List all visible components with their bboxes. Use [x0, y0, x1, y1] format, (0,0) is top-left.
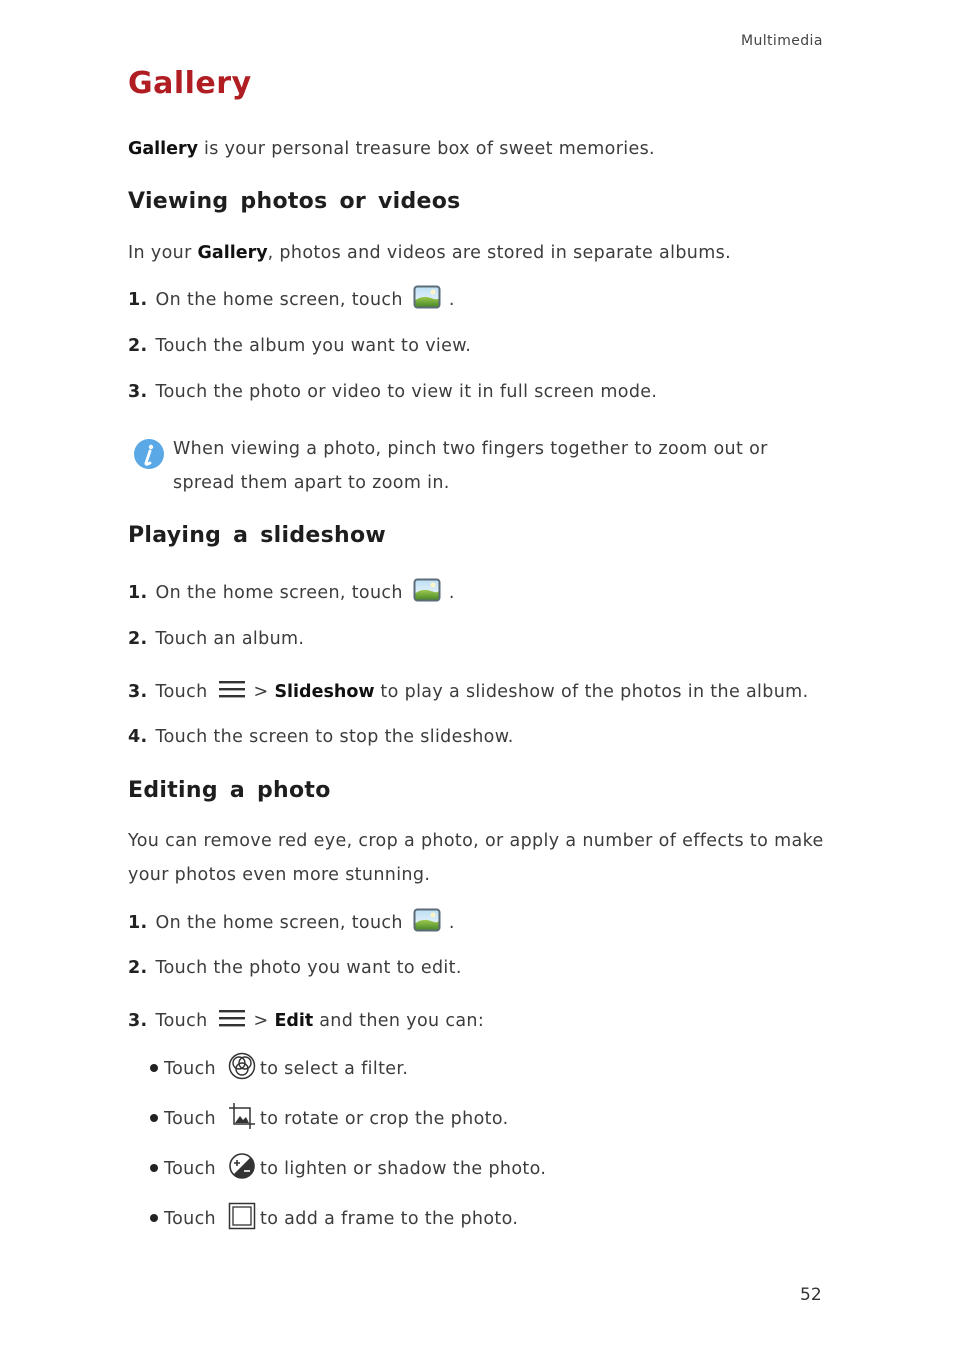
edit-bullet-frame — [150, 1208, 518, 1230]
info-icon — [133, 438, 165, 470]
step-separator: > — [253, 1011, 269, 1031]
step-after: . — [448, 913, 455, 933]
step-text: Touch — [155, 1011, 208, 1031]
editing-step-2 — [128, 958, 462, 978]
editing-step-3 — [128, 1011, 484, 1031]
edit-bullet-exposure — [150, 1158, 546, 1180]
step-text: Touch the photo you want to edit. — [155, 958, 462, 978]
frame-icon — [228, 1202, 256, 1230]
intro-bold: Gallery — [128, 139, 199, 159]
step-text: Touch the album you want to view. — [155, 336, 472, 356]
editing-step-1 — [128, 913, 455, 933]
step-number: 4. — [128, 727, 148, 747]
step-number: 1. — [128, 583, 148, 603]
gallery-app-icon — [413, 578, 441, 602]
step-after: . — [448, 583, 455, 603]
bullet-pre: Touch — [164, 1059, 216, 1079]
note-line-1: When viewing a photo, pinch two fingers together to zoom out or — [173, 439, 768, 459]
edit-bullet-filter — [150, 1058, 408, 1080]
filter-icon — [228, 1052, 256, 1080]
slideshow-step-3 — [128, 682, 808, 702]
menu-icon — [218, 679, 246, 699]
slideshow-step-1 — [128, 583, 455, 603]
crop-icon — [228, 1102, 256, 1130]
viewing-step-3 — [128, 382, 657, 402]
bullet-pre: Touch — [164, 1159, 216, 1179]
bullet-pre: Touch — [164, 1109, 216, 1129]
bullet-text: to lighten or shadow the photo. — [259, 1159, 547, 1179]
heading-viewing: Viewing photos or videos — [128, 189, 461, 214]
gallery-app-icon — [413, 908, 441, 932]
step-bold: Slideshow — [274, 682, 375, 702]
bullet-pre: Touch — [164, 1209, 216, 1229]
bullet-text: to rotate or crop the photo. — [259, 1109, 509, 1129]
intro-text: is your personal treasure box of sweet memories. — [198, 139, 655, 159]
page-number: 52 — [800, 1285, 822, 1305]
step-post: to play a slideshow of the photos in the album. — [374, 682, 809, 702]
step-text: On the home screen, touch — [155, 583, 403, 603]
viewing-intro-post: , photos and videos are stored in separate albums. — [267, 243, 732, 263]
bullet-dot — [150, 1214, 158, 1222]
step-text: Touch — [155, 682, 208, 702]
step-bold: Edit — [274, 1011, 314, 1031]
step-number: 3. — [128, 1011, 148, 1031]
heading-editing: Editing a photo — [128, 778, 331, 803]
note-line-2: spread them apart to zoom in. — [173, 473, 450, 493]
bullet-text: to add a frame to the photo. — [259, 1209, 519, 1229]
gallery-app-icon — [413, 285, 441, 309]
viewing-intro-pre: In your — [128, 243, 198, 263]
section-header: Multimedia — [741, 33, 823, 49]
step-separator: > — [253, 682, 269, 702]
step-number: 2. — [128, 336, 148, 356]
exposure-icon — [228, 1152, 256, 1180]
slideshow-step-2 — [128, 629, 304, 649]
step-text: On the home screen, touch — [155, 290, 403, 310]
step-post: and then you can: — [313, 1011, 485, 1031]
step-after: . — [448, 290, 455, 310]
editing-intro-line-1: You can remove red eye, crop a photo, or apply a number of effects to make — [128, 831, 824, 851]
step-number: 2. — [128, 629, 148, 649]
step-number: 1. — [128, 913, 148, 933]
step-text: On the home screen, touch — [155, 913, 403, 933]
viewing-step-1 — [128, 290, 455, 310]
bullet-text: to select a filter. — [259, 1059, 409, 1079]
intro-paragraph — [128, 139, 655, 159]
step-text: Touch the photo or video to view it in full screen mode. — [155, 382, 658, 402]
step-number: 3. — [128, 682, 148, 702]
page-title: Gallery — [128, 66, 252, 101]
editing-intro-line-2: your photos even more stunning. — [128, 865, 431, 885]
bullet-dot — [150, 1064, 158, 1072]
step-text: Touch an album. — [155, 629, 305, 649]
viewing-intro — [128, 243, 731, 263]
edit-bullet-crop — [150, 1108, 509, 1130]
step-number: 3. — [128, 382, 148, 402]
bullet-dot — [150, 1114, 158, 1122]
slideshow-step-4 — [128, 727, 514, 747]
menu-icon — [218, 1008, 246, 1028]
step-number: 2. — [128, 958, 148, 978]
bullet-dot — [150, 1164, 158, 1172]
viewing-intro-bold: Gallery — [197, 243, 268, 263]
heading-slideshow: Playing a slideshow — [128, 523, 387, 548]
step-text: Touch the screen to stop the slideshow. — [155, 727, 514, 747]
step-number: 1. — [128, 290, 148, 310]
viewing-step-2 — [128, 336, 471, 356]
